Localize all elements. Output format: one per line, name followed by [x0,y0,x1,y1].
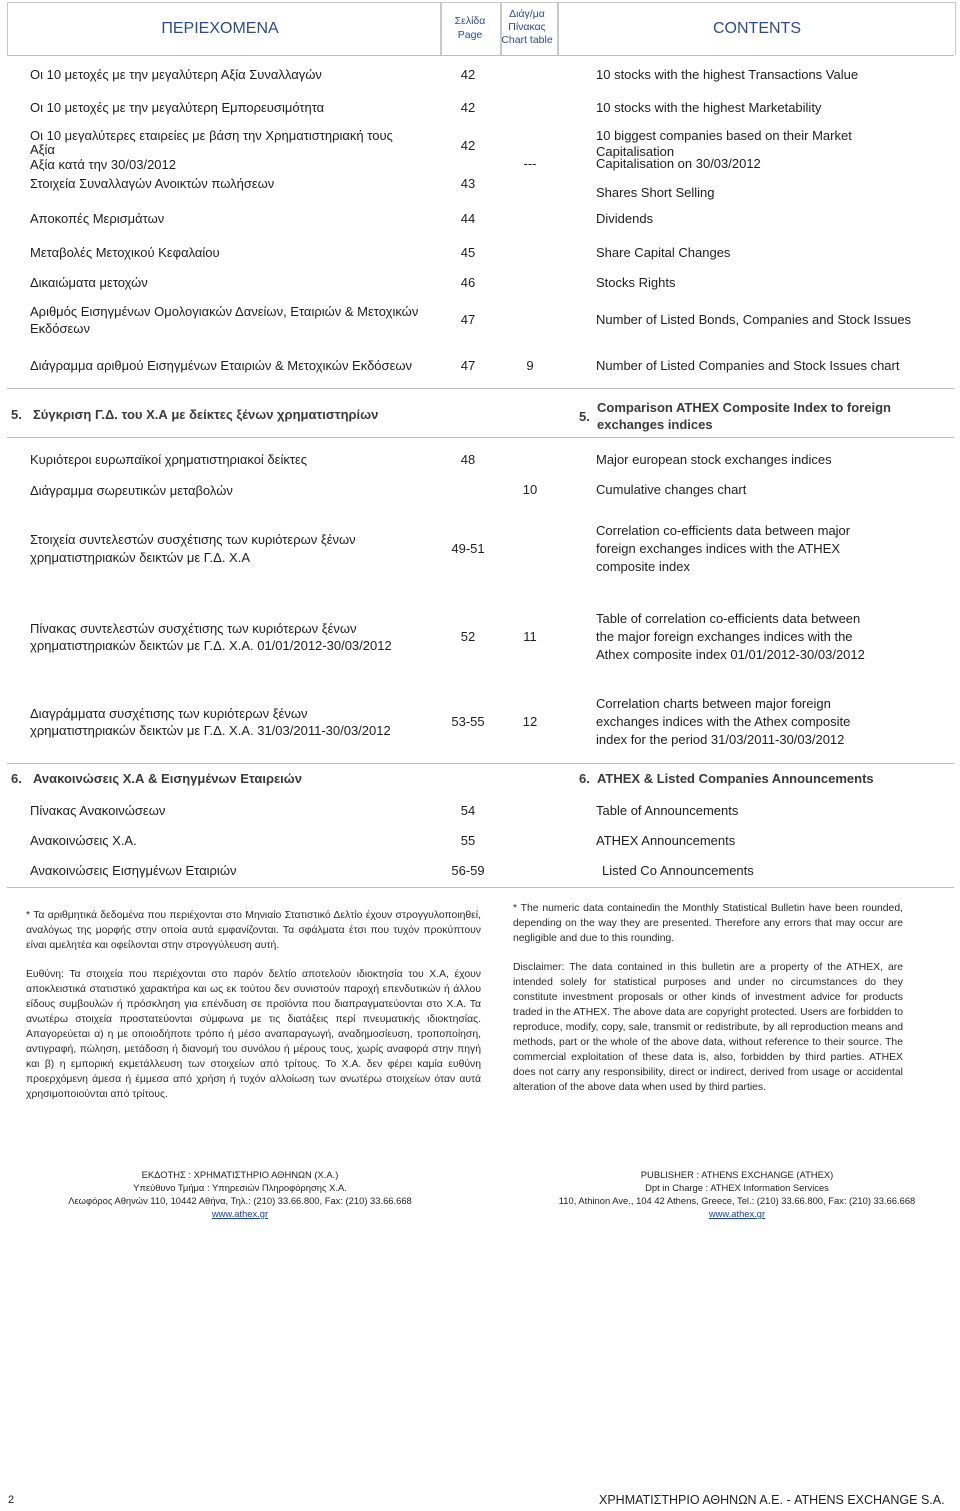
toc-row-en-cont: composite index [596,559,690,574]
publisher-greek-line: Λεωφόρος Αθηνών 110, 10442 Αθήνα, Τηλ.: (210) 33.66.800, Fax: (210) 33.66.668 [68,1195,412,1206]
publisher-english [537,1168,937,1220]
toc-row-en-cont: exchanges indices with the Athex composite [596,714,851,729]
toc-row-gr: Αποκοπές Μερισμάτων [30,211,165,226]
toc-row-gr: Αξία κατά την 30/03/2012 [30,157,176,172]
rounding-note-greek: * Τα αριθμητικά δεδομένα που περιέχονται στο Μηνιαίο Στατιστικό Δελτίο έχουν στρογγυλοποιηθεί, αναλόγως της μορφής στην οποία αυτά εμφανίζονται. Τα σφάλματα έτσι που τυχόν προκύπτουν είναι αμελητέα και οφείλονται στην στρογγύλευση αυτή. [26,910,481,951]
toc-row-en-cont: foreign exchanges indices with the ATHEX [596,541,841,556]
contents-title-greek: ΠΕΡΙΕΧΟΜΕΝΑ [161,20,279,37]
toc-row-en: Major european stock exchanges indices [596,452,832,467]
toc-row-en-cont: index for the period 31/03/2011-30/03/2012 [596,732,845,747]
toc-row-page: 55 [460,833,476,848]
section-6-title-english: ATHEX & Listed Companies Announcements [597,771,874,786]
toc-row-en: Correlation charts between major foreign [596,696,831,711]
toc-row-gr: Διαγράμματα συσχέτισης των κυριότερων ξένων [30,706,308,721]
toc-row-page: 42 [460,100,476,115]
toc-row-page: 53-55 [451,714,485,729]
toc-row-en: Table of correlation co-efficients data between [596,611,861,626]
toc-row-gr: Διάγραμμα αριθμού Εισηγμένων Εταιριών & Μετοχικών Εκδόσεων [30,358,413,373]
toc-row-gr-cont: Εκδόσεων [30,321,90,336]
section-5-title-english-2: exchanges indices [597,417,713,432]
section-6-title-greek: Ανακοινώσεις Χ.Α & Εισηγμένων Εταιρειών [33,771,303,786]
contents-title-english: CONTENTS [713,20,801,37]
toc-row-en: Number of Listed Companies and Stock Issues chart [596,358,900,373]
toc-row-en: Stocks Rights [596,275,676,290]
section-5-title-greek: Σύγκριση Γ.Δ. του Χ.Α με δείκτες ξένων χρηματιστηρίων [33,407,379,422]
toc-row-en: Capitalisation on 30/03/2012 [596,156,761,171]
toc-row-gr: Οι 10 μετοχές με την μεγαλύτερη Αξία Συναλλαγών [30,67,322,82]
toc-row-chart: 9 [526,358,534,373]
toc-row-page: 43 [460,176,476,191]
disclaimer-greek: Ευθύνη: Τα στοιχεία που περιέχονται στο παρόν δελτίο αποτελούν ιδιοκτησία του Χ.Α, έχουν αποκλειστικά στατιστικό χαρακτήρα και ως εκ τούτου δεν συνιστούν παροχή επενδυτικών ή άλλου είδους συμβουλών ή πρόσκληση για επένδυση σε προϊόντα που διαπραγματεύονται στο Χ.Α. Τα ανωτέρω στοιχεία προστατεύονται σύμφωνα με τις διατάξεις περί πνευματικής ιδιοκτησίας. Απαγορεύεται α) η με οποιοδήποτε τρόπο ή μέσο αναπαραγωγή, αναδημοσίευση, τροποποίηση, αντιγραφή, πώληση, μετάδοση ή διανομή του συνόλου ή μέρους τους, χωρίς αναφορά στην πηγή και β) η εμπορική εκμετάλλευση των στοιχείων από τρίτους. Το Χ.Α. δεν φέρει καμία ευθύνη προερχόμενη άμεσα ή έμμεσα από χρήση ή τυχόν αλλοίωση των ανωτέρω στοιχείων όταν αυτά χρησιμοποιούνται από τρίτους. [26,969,481,1100]
section-6-number: 6. [11,771,22,786]
toc-row-en-cont: Athex composite index 01/01/2012-30/03/2012 [596,647,865,662]
toc-row-gr: Ανακοινώσεις Χ.Α. [30,833,137,848]
toc-row-en: ATHEX Announcements [596,833,736,848]
toc-row-page: 45 [460,245,476,260]
toc-row-page: 56-59 [451,863,485,878]
toc-row-chart: 12 [522,714,538,729]
section-divider [7,437,954,438]
toc-row-en: Number of Listed Bonds, Companies and Stock Issues [596,312,912,327]
page-header-english: Page [457,29,483,41]
toc-row-page: 42 [460,67,476,82]
section-5-number: 5. [11,407,22,422]
toc-row-en: Share Capital Changes [596,245,731,260]
toc-row-en-cont: the major foreign exchanges indices with the [596,629,853,644]
toc-row-page: 44 [460,211,476,226]
publisher-greek-line: Υπεύθυνο Τμήμα : Υπηρεσιών Πληροφόρησης Χ.Α. [133,1182,347,1193]
toc-row-en: Cumulative changes chart [596,482,747,497]
publisher-greek [40,1168,440,1220]
toc-row-page: 47 [460,312,476,327]
page-header-greek: Σελίδα [454,15,486,27]
toc-row-gr-cont: χρηματιστηριακών δεικτών με Γ.Δ. Χ.Α [30,550,251,565]
toc-row-page: 54 [460,803,476,818]
toc-row-gr: Κυριότεροι ευρωπαϊκοί χρηματιστηριακοί δείκτες [30,452,308,467]
toc-row-en: Correlation co-efficients data between major [596,523,851,538]
publisher-english-line: PUBLISHER : ATHENS EXCHANGE (ATHEX) [640,1169,834,1180]
toc-row-chart: --- [523,156,537,171]
toc-row-page: 47 [460,358,476,373]
toc-row-gr: Ανακοινώσεις Εισηγμένων Εταιριών [30,863,237,878]
athex-link-english[interactable]: www.athex.gr [708,1208,766,1219]
toc-row-gr: Αριθμός Εισηγμένων Ομολογιακών Δανείων, Εταιριών & Μετοχικών [30,304,419,319]
toc-row-gr: Διάγραμμα σωρευτικών μεταβολών [30,483,233,498]
toc-row-en: 10 biggest companies based on their Market [596,128,852,143]
toc-row-gr: Πίνακας Ανακοινώσεων [30,803,166,818]
section-divider [7,763,954,764]
toc-row-gr: Πίνακας συντελεστών συσχέτισης των κυριότερων ξένων [30,621,357,636]
toc-row-page: 52 [460,629,476,644]
toc-row-gr-cont: Αξία [30,142,55,157]
chart-header-english: Chart table [501,34,553,46]
toc-row-gr-cont: χρηματιστηριακών δεικτών με Γ.Δ. Χ.Α. 01/01/2012-30/03/2012 [30,638,392,653]
publisher-greek-line: ΕΚΔΟΤΗΣ : ΧΡΗΜΑΤΙΣΤΗΡΙΟ ΑΘΗΝΩΝ (Χ.Α.) [141,1169,339,1180]
toc-row-en: Shares Short Selling [596,185,715,200]
toc-row-en: Table of Announcements [596,803,739,818]
toc-row-page: 46 [460,275,476,290]
section-5-title-english-1: Comparison ATHEX Composite Index to foreign [597,400,891,415]
toc-row-gr: Στοιχεία Συναλλαγών Ανοικτών πωλήσεων [30,176,275,191]
section-5-number-english: 5. [579,409,590,424]
publisher-english-line: Dpt in Charge : ATHEX Information Services [645,1182,829,1193]
page-number: 2 [8,1494,15,1506]
disclaimer-english: Disclaimer: The data contained in this bulletin are a property of the ATHEX, are intended solely for statistical purposes and under no circumstances do they constitute investment proposals or other kinds of investment advice for products traded in the ATHEX. The above data are copyright protected. Users are forbidden to reproduce, modify, copy, sale, transmit or redistribute, by all reproduction means and methods, part or the whole of the above data, without reference to their source. The commercial exploitation of these data is, also, forbidden by third parties. ATHEX does not carry any responsibility, direct or indirect, derived from usage or accidental alteration of the above data when used by third parties. [513,962,903,1093]
toc-row-gr-cont: χρηματιστηριακών δεικτών με Γ.Δ. Χ.Α. 31/03/2011-30/03/2012 [30,723,391,738]
toc-row-page: 42 [460,138,476,153]
toc-row-en: 10 stocks with the highest Marketability [596,100,822,115]
toc-row-gr: Οι 10 μεγαλύτερες εταιρείες με βάση την Χρηματιστηριακή τους [30,128,393,143]
toc-row-en: Dividends [596,211,654,226]
toc-row-en: Listed Co Announcements [602,863,754,878]
toc-row-page: 48 [460,452,476,467]
toc-row-gr: Στοιχεία συντελεστών συσχέτισης των κυριότερων ξένων [30,532,356,547]
toc-row-gr: Δικαιώματα μετοχών [30,275,148,290]
brand-footer: ΧΡΗΜΑΤΙΣΤΗΡΙΟ ΑΘΗΝΩΝ Α.Ε. - ATHENS EXCHANGE S.A. [599,1493,945,1507]
toc-row-chart: 11 [523,629,537,644]
section-divider [7,887,954,888]
toc-row-en-cont: Capitalisation [596,144,675,159]
toc-row-chart: 10 [522,482,538,497]
toc-row-page: 49-51 [451,541,485,556]
chart-header-greek-1: Διάγ/μα [509,8,545,20]
toc-row-gr: Οι 10 μετοχές με την μεγαλύτερη Εμπορευσιμότητα [30,100,325,115]
section-6-number-english: 6. [579,771,590,786]
header-divider [7,55,954,56]
toc-row-gr: Μεταβολές Μετοχικού Κεφαλαίου [30,245,220,260]
toc-row-en: 10 stocks with the highest Transactions Value [596,67,859,82]
athex-link-greek[interactable]: www.athex.gr [211,1208,269,1219]
chart-header-greek-2: Πίνακας [508,21,546,33]
publisher-english-line: 110, Athinon Ave., 104 42 Athens, Greece, Tel.: (210) 33.66.800, Fax: (210) 33.66.668 [558,1195,916,1206]
rounding-note-english: * The numeric data containedin the Monthly Statistical Bulletin have been rounded, depending on the way they are presented. Therefore any errors that may occur are negligible and due to this rounding. [513,903,903,944]
section-divider [7,388,954,389]
